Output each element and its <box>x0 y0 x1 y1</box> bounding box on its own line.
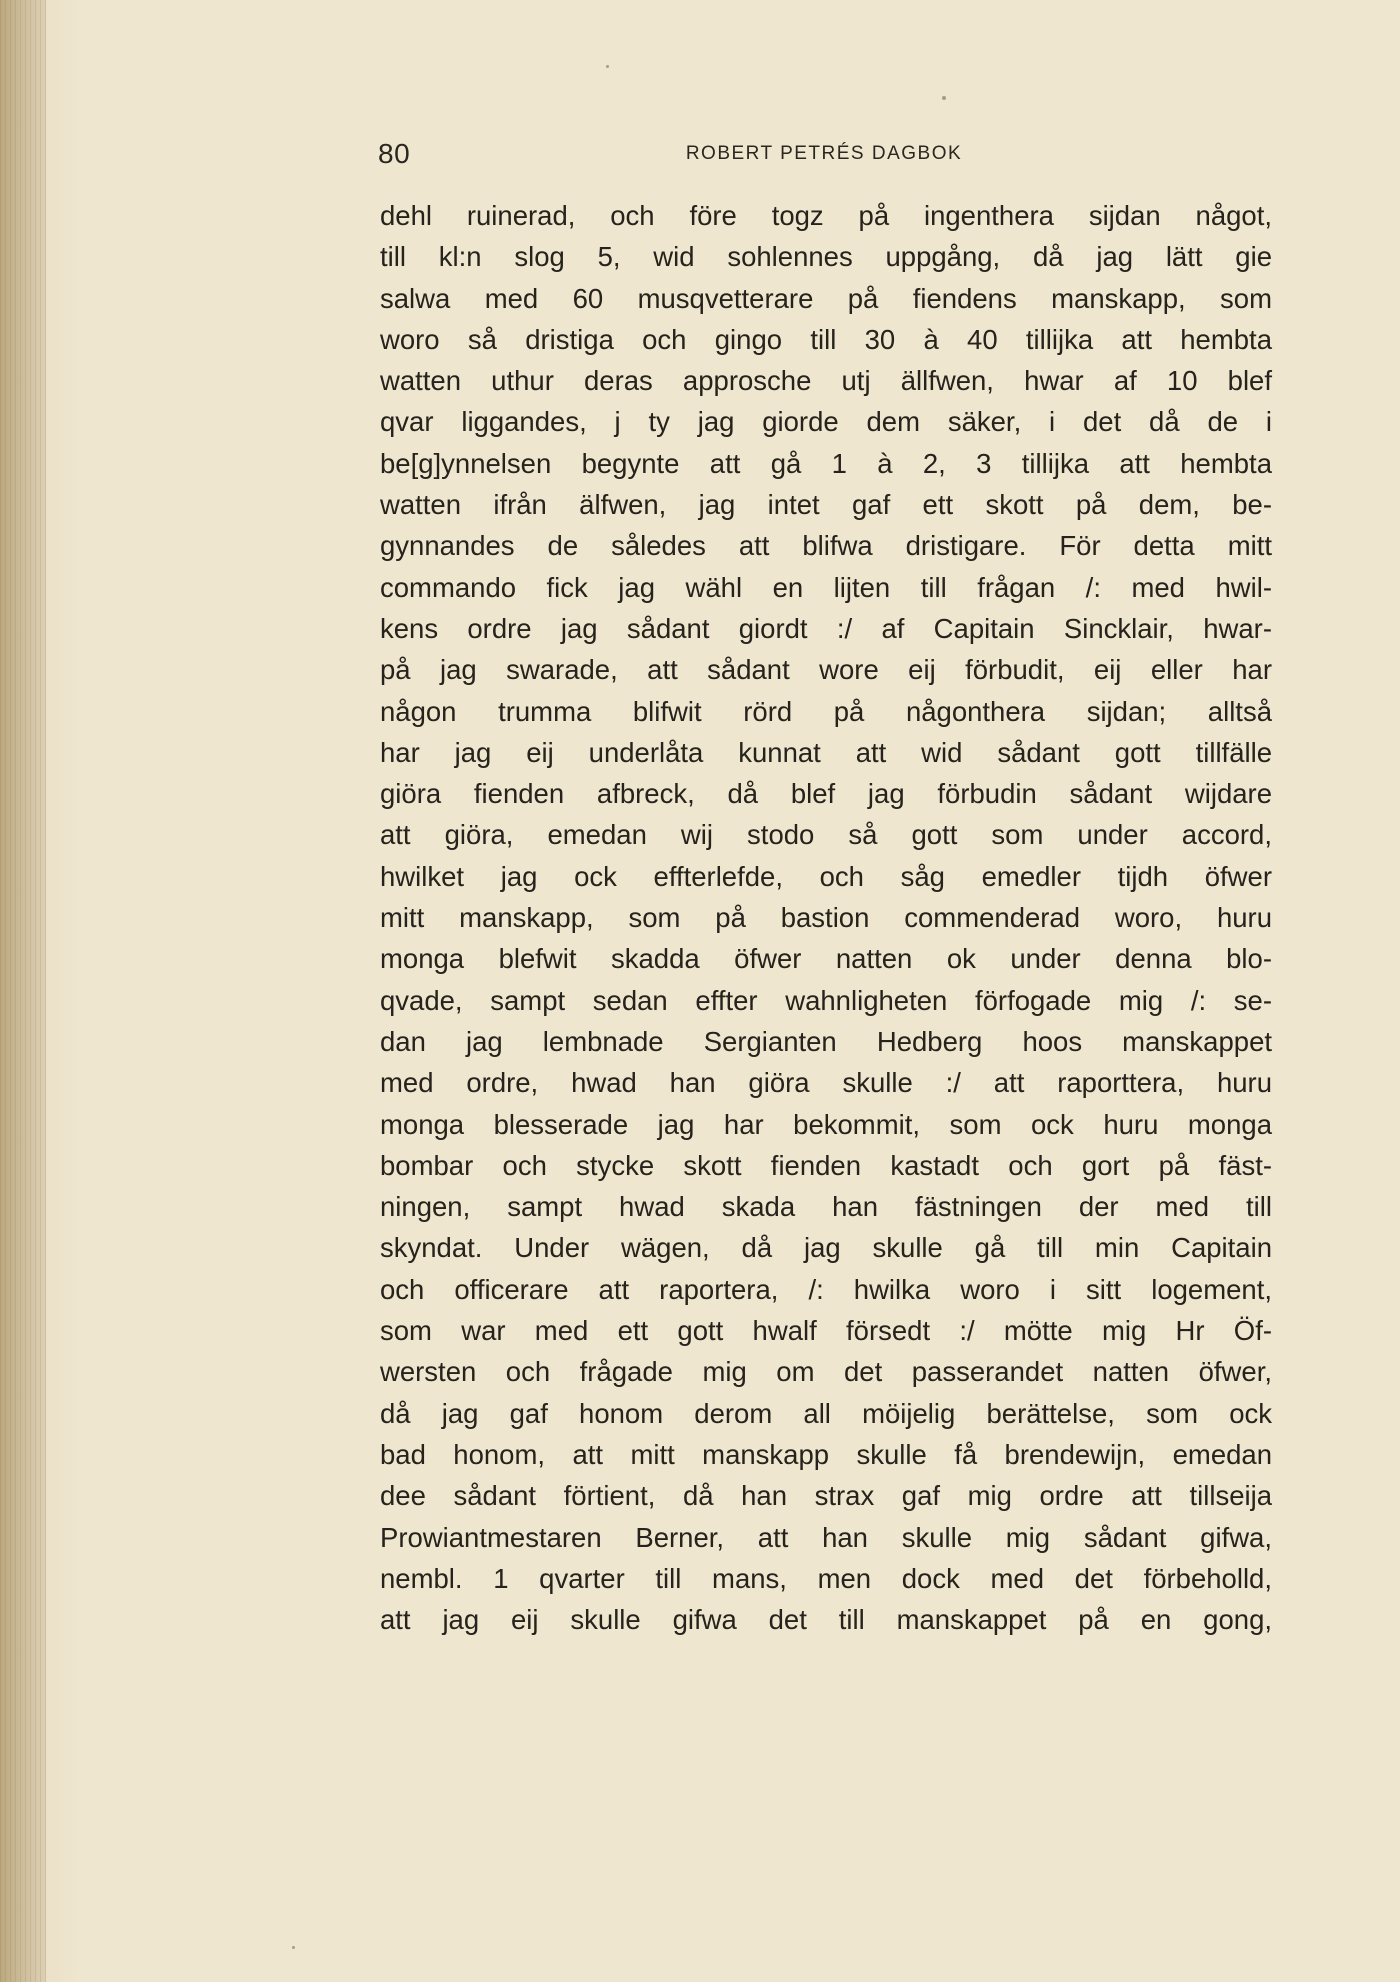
paper-speck <box>606 65 609 68</box>
text-line: då jag gaf honom derom all möijelig berättelse, som ock <box>380 1397 1272 1429</box>
page-binding-edge <box>0 0 46 1982</box>
text-line: har jag eij underlåta kunnat att wid sådant gott tillfälle <box>380 736 1272 768</box>
text-line: att jag eij skulle gifwa det till manskappet på en gong, <box>380 1604 1272 1636</box>
text-line: dehl ruinerad, och före togz på ingenthera sijdan något, <box>380 200 1272 231</box>
text-line: på jag swarade, att sådant wore eij förbudit, eij eller har <box>380 654 1272 686</box>
text-line: dan jag lembnade Sergianten Hedberg hoos manskappet <box>380 1025 1272 1057</box>
body-text <box>380 195 1272 1640</box>
text-line: Prowiantmestaren Berner, att han skulle mig sådant gifwa, <box>380 1521 1272 1553</box>
text-line: salwa med 60 musqvetterare på fiendens manskapp, som <box>380 282 1272 314</box>
text-line: till kl:n slog 5, wid sohlennes uppgång, då jag lätt gie <box>380 241 1272 273</box>
text-line: som war med ett gott hwalf försedt :/ mötte mig Hr Öf- <box>380 1315 1272 1347</box>
text-line: nembl. 1 qvarter till mans, men dock med det förbeholld, <box>380 1562 1272 1594</box>
text-line: att giöra, emedan wij stodo så gott som under accord, <box>380 819 1272 851</box>
text-line: någon trumma blifwit rörd på någonthera sijdan; alltså <box>380 695 1272 727</box>
text-line: ningen, sampt hwad skada han fästningen der med till <box>380 1191 1272 1223</box>
text-line: monga blefwit skadda öfwer natten ok under denna blo- <box>380 943 1272 975</box>
text-line: qvar liggandes, j ty jag giorde dem säker, i det då de i <box>380 406 1272 438</box>
text-line: bombar och stycke skott fienden kastadt och gort på fäst- <box>380 1149 1272 1181</box>
text-line: kens ordre jag sådant giordt :/ af Capitain Sincklair, hwar- <box>380 612 1272 644</box>
text-line: gynnandes de således att blifwa dristigare. För detta mitt <box>380 530 1272 562</box>
text-line: watten ifrån älfwen, jag intet gaf ett skott på dem, be- <box>380 489 1272 521</box>
text-line: qvade, sampt sedan effter wahnligheten förfogade mig /: se- <box>380 984 1272 1016</box>
text-line: woro så dristiga och gingo till 30 à 40 tillijka att hembta <box>380 323 1272 355</box>
paper-speck <box>942 96 946 100</box>
text-line: be[g]ynnelsen begynte att gå 1 à 2, 3 tillijka att hembta <box>380 447 1272 479</box>
text-line: bad honom, att mitt manskapp skulle få brendewijn, emedan <box>380 1438 1272 1470</box>
text-line: watten uthur deras approsche utj ällfwen, hwar af 10 blef <box>380 365 1272 397</box>
text-line: hwilket jag ock effterlefde, och såg emedler tijdh öfwer <box>380 860 1272 892</box>
running-head: ROBERT PETRÉS DAGBOK <box>685 143 963 164</box>
text-line: monga blesserade jag har bekommit, som ock huru monga <box>380 1108 1272 1140</box>
text-line: giöra fienden afbreck, då blef jag förbudin sådant wijdare <box>380 778 1272 810</box>
text-line: wersten och frågade mig om det passerandet natten öfwer, <box>380 1356 1272 1388</box>
paper-speck <box>292 1946 295 1949</box>
text-line: commando fick jag wähl en lijten till frågan /: med hwil- <box>380 571 1272 603</box>
text-line: dee sådant förtient, då han strax gaf mig ordre att tillseija <box>380 1480 1272 1512</box>
text-line: med ordre, hwad han giöra skulle :/ att raporttera, huru <box>380 1067 1272 1099</box>
page-number: 80 <box>378 138 411 169</box>
text-line: mitt manskapp, som på bastion commenderad woro, huru <box>380 902 1272 934</box>
page-header <box>378 138 1270 172</box>
text-line: och officerare att raportera, /: hwilka woro i sitt logement, <box>380 1273 1272 1305</box>
text-line: skyndat. Under wägen, då jag skulle gå till min Capitain <box>380 1232 1272 1264</box>
